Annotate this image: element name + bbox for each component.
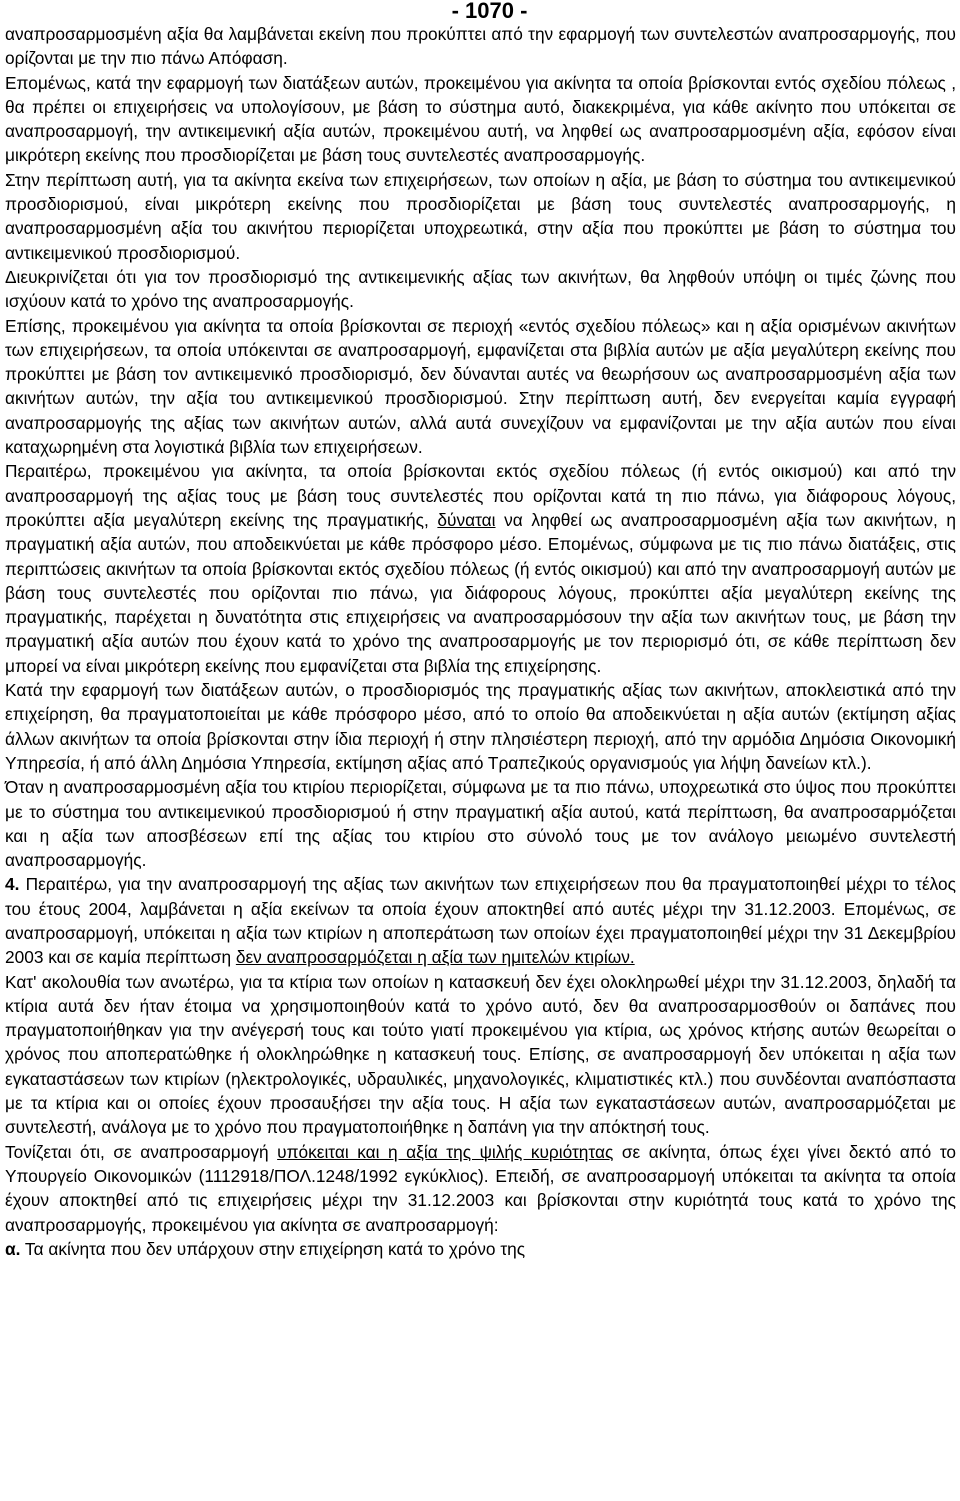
- paragraph: [5, 459, 956, 678]
- paragraph: [5, 1140, 956, 1237]
- paragraph-text: σε ακίνητα, όπως έχει γίνει δεκτό από το Υπουργείο Οικονομικών (1112918/ΠΟΛ.1248/1992 εγκύκλιος). Επειδή, σε αναπροσαρμογή υπόκειται τα ακίνητα τα οποία έχουν αποκτηθεί από τις επιχειρήσεις μέχρι την 31.12.2003 και βρίσκονται στην κυριότητά τους κατά το χρόνο της αναπροσαρμογής, προκειμένου για ακίνητα σε αναπροσαρμογή:: [5, 1141, 957, 1235]
- paragraph: Κατά την εφαρμογή των διατάξεων αυτών, ο προσδιορισμός της πραγματικής αξίας των ακινήτων, αποκλειστικά από την επιχείρηση, θα πραγματοποιείται με κάθε πρόσφορο μέσο, από το οποίο θα αποδεικνύεται η αξία αυτών (εκτίμηση αξίας άλλων ακινήτων τα οποία βρίσκονται στην ίδια περιοχή ή στην πλησιέστερη περιοχή, από την αρμόδια Δημόσια Οικονομική Υπηρεσία, ή από άλλη Δημόσια Υπηρεσία, εκτίμηση αξίας από Τραπεζικούς οργανισμούς για λήψη δανείων κτλ.).: [5, 680, 956, 773]
- paragraph: Στην περίπτωση αυτή, για τα ακίνητα εκείνα των επιχειρήσεων, των οποίων η αξία, με βάση το σύστημα του αντικειμενικού προσδιορισμού, είναι μικρότερη εκείνης που προσδιορίζεται με βάση τους συντελεστές αναπροσαρμογής, η αναπροσαρμοσμένη αξία του ακινήτου περιορίζεται υποχρεωτικά, στην αξία που προκύπτει με βάση το σύστημα του αντικειμενικού προσδιορισμού.: [5, 169, 956, 263]
- paragraph: [5, 1237, 956, 1261]
- paragraph-text: Περαιτέρω, για την αναπροσαρμογή της αξίας των ακινήτων των επιχειρήσεων που θα πραγματοποιηθεί μέχρι το τέλος του έτους 2004, λαμβάνεται η αξία εκείνων τα οποία έχουν αποκτηθεί από αυτές μέχρι την 31.12.2003. Επομένως, σε αναπροσαρμογή, υπόκειται η αξία των κτιρίων η αποπεράτωση των οποίων έχει πραγματοποιηθεί μέχρι την 31 Δεκεμβρίου 2003 και σε καμία περίπτωση: [5, 874, 956, 968]
- paragraph: [5, 872, 956, 969]
- item-number: 4.: [5, 874, 20, 895]
- paragraph-text: Περαιτέρω, προκειμένου για ακίνητα, τα οποία βρίσκονται εκτός σχεδίου πόλεως (ή εντός οικισμού) και από την αναπροσαρμογή της αξίας τους με βάση τους συντελεστές που ορίζονται κατά τη πιο πάνω, για διάφορους λόγους, προκύπτει αξία μεγαλύτερη εκείνης της πραγματικής,: [5, 461, 956, 530]
- paragraph-text: Τα ακίνητα που δεν υπάρχουν στην επιχείρηση κατά το χρόνο της: [20, 1238, 526, 1259]
- paragraph: Διευκρινίζεται ότι για τον προσδιορισμό της αντικειμενικής αξίας των ακινήτων, θα ληφθούν υπόψη οι τιμές ζώνης που ισχύουν κατά το χρόνο της αναπροσαρμογής.: [5, 266, 956, 312]
- paragraph-text: Στην περίπτωση αυτή, δεν ενεργείται καμία εγγραφή αναπροσαρμογής της αξίας των ακινήτων αυτών, αλλά αυτά συνεχίζουν να εμφανίζονται με την αξία αυτών που είναι καταχωρημένη στα λογιστικά βιβλία των επιχειρήσεων.: [5, 388, 956, 458]
- paragraph-text: Τονίζεται ότι, σε αναπροσαρμογή: [5, 1141, 278, 1162]
- underlined-text: υπόκειται και η αξία της ψιλής κυριότητας: [277, 1141, 614, 1162]
- paragraph: αναπροσαρμοσμένη αξία θα λαμβάνεται εκείνη που προκύπτει από την εφαρμογή των συντελεστών αναπροσαρμογής, που ορίζονται με την πιο πάνω Απόφαση.: [5, 24, 956, 69]
- underlined-text: δεν αναπροσαρμόζεται η αξία των ημιτελών κτιρίων.: [235, 947, 635, 968]
- paragraph-text: να ληφθεί ως αναπροσαρμοσμένη αξία των ακινήτων, η πραγματική αξία αυτών, που αποδεικνύεται με κάθε πρόσφορο μέσο. Επομένως, σύμφωνα με τις πιο πάνω διατάξεις, στις περιπτώσεις ακινήτων τα οποία βρίσκονται εκτός σχεδίου πόλεως (ή εντός οικισμού) και από την αναπροσαρμογή αυτών με βάση τους συντελεστές που ορίζονται πιο πάνω, για διάφορους λόγους, προκύπτει αξία μεγαλύτερη εκείνης της πραγματικής, παρέχεται η δυνατότητα στις επιχειρήσεις να αναπροσαρμόσουν την αξία των ακινήτων τους, με βάση την πραγματική αξία αυτών που έχουν κατά το χρόνο της αναπροσαρμογής με τον περιορισμό ότι, σε κάθε περίπτωση δεν μπορεί να είναι μικρότερη εκείνης που εμφανίζεται στα βιβλία της επιχείρησης.: [5, 509, 957, 676]
- paragraph: [5, 314, 956, 460]
- paragraph: Επομένως, κατά την εφαρμογή των διατάξεων αυτών, προκειμένου για ακίνητα τα οποία βρίσκονται εντός σχεδίου πόλεως , θα πρέπει οι επιχειρήσεις να υπολογίσουν, με βάση το σύστημα αυτό, διακεκριμένα, για κάθε ακίνητο που υπόκειται σε αναπροσαρμογή, την αντικειμενική αξία αυτών, προκειμένου αυτή, να ληφθεί ως αναπροσαρμοσμένη αξία, εφόσον είναι μικρότερη εκείνης που προσδιορίζεται με βάση τους συντελεστές αναπροσαρμογής.: [5, 72, 956, 166]
- item-label: α.: [5, 1238, 21, 1259]
- document-body: [5, 22, 956, 1261]
- page-number: - 1070 -: [451, 0, 528, 23]
- paragraph: Όταν η αναπροσαρμοσμένη αξία του κτιρίου περιορίζεται, σύμφωνα με τα πιο πάνω, υποχρεωτικά στο ύψος που προκύπτει με το σύστημα του αντικειμενικού προσδιορισμού ή στην πραγματική αξία αυτού, κατά περίπτωση, θα αναπροσαρμόζεται και η αξία των αποσβέσεων επί της αξίας του κτιρίου στο σύνολό τους με τον ανάλογο μειωμένο συντελεστή αναπροσαρμογής.: [5, 777, 956, 871]
- paragraph: Κατ' ακολουθία των ανωτέρω, για τα κτίρια των οποίων η κατασκευή δεν έχει ολοκληρωθεί μέχρι την 31.12.2003, δηλαδή τα κτίρια αυτά δεν ήταν έτοιμα να χρησιμοποιηθούν κατά το χρόνο αυτό, δεν θα αναπροσαρμοσθούν οι δαπάνες που πραγματοποιήθηκαν για την ανέγερσή τους και τούτο γιατί προκειμένου για κτίρια, ως χρόνος κτήσης αυτών θεωρείται ο χρόνος που αποπερατώθηκε ή ολοκληρώθηκε η κατασκευή τους. Επίσης, σε αναπροσαρμογή δεν υπόκειται η αξία των εγκαταστάσεων των κτιρίων (ηλεκτρολογικές, υδραυλικές, μηχανολογικές, κλιματιστικές κτλ.) που συνδέονται αναπόσπαστα με τα κτίρια και οι οποίες έχουν προσαυξήσει την αξία τους. Η αξία των εγκαταστάσεων αυτών, αναπροσαρμόζεται με συντελεστή, ανάλογα με το χρόνο που πραγματοποιήθηκε η δαπάνη για την απόκτησή τους.: [5, 971, 956, 1138]
- paragraph-text: Επίσης, προκειμένου για ακίνητα τα οποία βρίσκονται σε περιοχή «εντός σχεδίου πόλεως» και η αξία ορισμένων ακινήτων των επιχειρήσεων, τα οποία υπόκεινται σε αναπροσαρμογή, εμφανίζεται στα βιβλία αυτών με αξία μεγαλύτερη εκείνης που προκύπτει με βάση τον αντικειμενικό προσδιορισμό, δεν δύνανται αυτές να θεωρήσουν ως αναπροσαρμοσμένη αξία των ακινήτων αυτών, την αξία του αντικειμενικού προσδιορισμού.: [5, 315, 956, 409]
- underlined-text: δύναται: [437, 509, 496, 530]
